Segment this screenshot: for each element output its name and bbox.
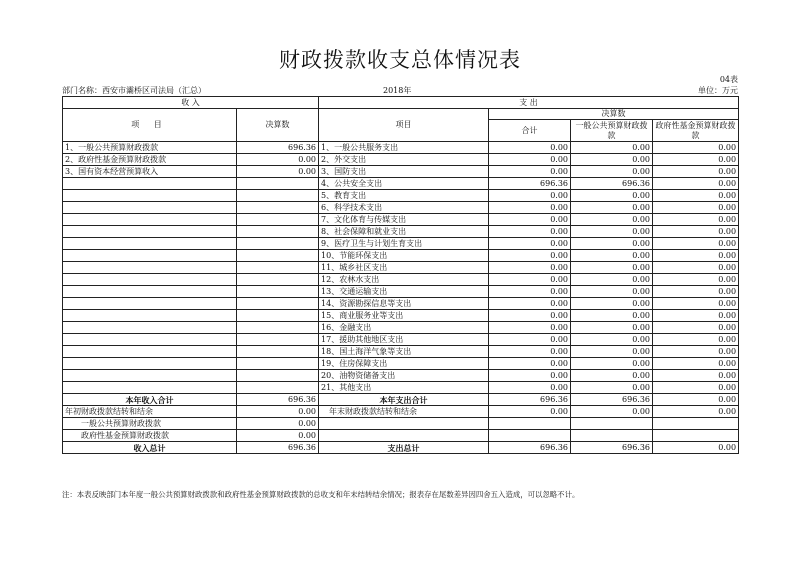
table-number: 04表 — [719, 75, 738, 84]
expense-fund: 0.00 — [653, 226, 739, 238]
income-item — [63, 322, 237, 334]
expense-fund: 0.00 — [653, 214, 739, 226]
expense-item: 15、商业服务业等支出 — [319, 310, 489, 322]
expense-total: 0.00 — [489, 250, 571, 262]
expense-item: 17、援助其他地区支出 — [319, 334, 489, 346]
expense-general: 0.00 — [571, 370, 653, 382]
department-name: 部门名称：西安市灞桥区司法局（汇总） — [62, 86, 206, 95]
income-amount — [237, 370, 319, 382]
income-amount — [237, 310, 319, 322]
expense-fund: 0.00 — [653, 238, 739, 250]
carry-row — [63, 406, 739, 418]
expense-general: 0.00 — [571, 250, 653, 262]
income-amount — [237, 262, 319, 274]
expense-item: 18、国土海洋气象等支出 — [319, 346, 489, 358]
end-label: 年末财政拨款结转和结余 — [319, 406, 489, 418]
carry-fund-row — [63, 430, 739, 442]
income-amount: 0.00 — [237, 154, 319, 166]
expense-general: 0.00 — [571, 322, 653, 334]
expense-fund: 0.00 — [653, 322, 739, 334]
income-amount — [237, 226, 319, 238]
income-amount — [237, 358, 319, 370]
income-amount — [237, 238, 319, 250]
table-row — [63, 286, 739, 298]
income-amount — [237, 250, 319, 262]
table-row — [63, 226, 739, 238]
empty-cell — [319, 418, 489, 430]
expense-general: 0.00 — [571, 166, 653, 178]
expense-item: 12、农林水支出 — [319, 274, 489, 286]
expense-general: 0.00 — [571, 154, 653, 166]
expense-total-fund: 0.00 — [653, 394, 739, 406]
expense-header: 支 出 — [319, 97, 739, 109]
expense-fund: 0.00 — [653, 202, 739, 214]
income-item — [63, 226, 237, 238]
expense-general: 696.36 — [571, 178, 653, 190]
carry-label: 年初财政拨款结转和结余 — [63, 406, 237, 418]
item-right-header: 项目 — [319, 109, 489, 142]
income-amount — [237, 178, 319, 190]
income-amount — [237, 298, 319, 310]
income-item — [63, 286, 237, 298]
expense-item: 9、医疗卫生与计划生育支出 — [319, 238, 489, 250]
expense-item: 4、公共安全支出 — [319, 178, 489, 190]
expense-fund: 0.00 — [653, 358, 739, 370]
unit-label: 单位：万元 — [698, 86, 738, 95]
page-title: 财政拨款收支总体情况表 — [279, 48, 521, 72]
expense-total: 0.00 — [489, 190, 571, 202]
grand-total-row — [63, 442, 739, 454]
grand-expense-total: 696.36 — [489, 442, 571, 454]
grand-expense-general: 696.36 — [571, 442, 653, 454]
income-amount — [237, 322, 319, 334]
footnote: 注：本表反映部门本年度一般公共预算财政拨款和政府性基金预算财政拨款的总收支和年末结转结余情况；报表存在尾数差异因四舍五入造成，可以忽略不计。 — [62, 490, 580, 499]
carry-fund-label: 政府性基金预算财政拨款 — [63, 430, 237, 442]
table-row — [63, 310, 739, 322]
expense-item: 2、外交支出 — [319, 154, 489, 166]
expense-total: 0.00 — [489, 154, 571, 166]
income-item — [63, 262, 237, 274]
income-total-label: 本年收入合计 — [63, 394, 237, 406]
table-row — [63, 334, 739, 346]
carry-general-row — [63, 418, 739, 430]
expense-total: 0.00 — [489, 346, 571, 358]
table-row — [63, 358, 739, 370]
expense-fund: 0.00 — [653, 250, 739, 262]
table-row — [63, 202, 739, 214]
general-budget-header: 一般公共预算财政拨款 — [571, 120, 653, 142]
table-row — [63, 178, 739, 190]
expense-item: 10、节能环保支出 — [319, 250, 489, 262]
expense-item: 1、一般公共服务支出 — [319, 142, 489, 154]
income-item — [63, 202, 237, 214]
expense-total: 0.00 — [489, 370, 571, 382]
income-item — [63, 370, 237, 382]
expense-general: 0.00 — [571, 274, 653, 286]
table-row — [63, 262, 739, 274]
expense-total: 0.00 — [489, 166, 571, 178]
income-amount — [237, 334, 319, 346]
income-item — [63, 382, 237, 394]
carry-general-value: 0.00 — [237, 418, 319, 430]
expense-fund: 0.00 — [653, 178, 739, 190]
report-year: 2018年 — [383, 86, 412, 95]
expense-total: 0.00 — [489, 310, 571, 322]
table-row — [63, 298, 739, 310]
table-row — [63, 166, 739, 178]
expense-fund: 0.00 — [653, 298, 739, 310]
expense-total: 0.00 — [489, 238, 571, 250]
carry-fund-value: 0.00 — [237, 430, 319, 442]
expense-fund: 0.00 — [653, 274, 739, 286]
expense-total: 0.00 — [489, 262, 571, 274]
expense-general: 0.00 — [571, 226, 653, 238]
expense-item: 19、住房保障支出 — [319, 358, 489, 370]
expense-item: 14、资源勘探信息等支出 — [319, 298, 489, 310]
expense-fund: 0.00 — [653, 334, 739, 346]
expense-total: 0.00 — [489, 358, 571, 370]
expense-total: 0.00 — [489, 298, 571, 310]
expense-general: 0.00 — [571, 334, 653, 346]
income-amount — [237, 286, 319, 298]
table-row — [63, 346, 739, 358]
empty-cell — [319, 430, 489, 442]
table-row — [63, 370, 739, 382]
expense-total: 0.00 — [489, 274, 571, 286]
grand-income-label: 收入总计 — [63, 442, 237, 454]
income-amount — [237, 382, 319, 394]
expense-fund: 0.00 — [653, 166, 739, 178]
end-fund: 0.00 — [653, 406, 739, 418]
expense-item: 16、金融支出 — [319, 322, 489, 334]
table-row — [63, 382, 739, 394]
expense-item: 21、其他支出 — [319, 382, 489, 394]
expense-total: 0.00 — [489, 322, 571, 334]
carry-general-label: 一般公共预算财政拨款 — [63, 418, 237, 430]
expense-general: 0.00 — [571, 382, 653, 394]
income-item: 3、国有资本经营预算收入 — [63, 166, 237, 178]
income-amount — [237, 190, 319, 202]
income-amount: 696.36 — [237, 142, 319, 154]
final-header: 决算数 — [489, 109, 739, 120]
carry-value: 0.00 — [237, 406, 319, 418]
end-total: 0.00 — [489, 406, 571, 418]
income-item — [63, 178, 237, 190]
table-row — [63, 322, 739, 334]
expense-fund: 0.00 — [653, 154, 739, 166]
income-header: 收 入 — [63, 97, 319, 109]
income-item — [63, 274, 237, 286]
expense-item: 6、科学技术支出 — [319, 202, 489, 214]
table-row — [63, 214, 739, 226]
expense-total: 0.00 — [489, 382, 571, 394]
expense-item: 11、城乡社区支出 — [319, 262, 489, 274]
expense-fund: 0.00 — [653, 142, 739, 154]
expense-total-general: 696.36 — [571, 394, 653, 406]
expense-item: 8、社会保障和就业支出 — [319, 226, 489, 238]
expense-general: 0.00 — [571, 358, 653, 370]
expense-fund: 0.00 — [653, 346, 739, 358]
empty-cell — [489, 430, 571, 442]
expense-item: 3、国防支出 — [319, 166, 489, 178]
empty-cell — [489, 418, 571, 430]
income-item — [63, 214, 237, 226]
income-amount: 0.00 — [237, 166, 319, 178]
expense-item: 5、教育支出 — [319, 190, 489, 202]
empty-cell — [653, 430, 739, 442]
total-row — [63, 394, 739, 406]
expense-fund: 0.00 — [653, 190, 739, 202]
expense-fund: 0.00 — [653, 310, 739, 322]
total-header: 合计 — [489, 120, 571, 142]
income-item — [63, 250, 237, 262]
empty-cell — [571, 418, 653, 430]
expense-fund: 0.00 — [653, 382, 739, 394]
expense-total: 0.00 — [489, 142, 571, 154]
expense-item: 7、文化体育与传媒支出 — [319, 214, 489, 226]
income-item — [63, 238, 237, 250]
table-row — [63, 154, 739, 166]
item-header: 项 目 — [63, 109, 237, 142]
expense-item: 13、交通运输支出 — [319, 286, 489, 298]
expense-fund: 0.00 — [653, 370, 739, 382]
expense-item: 20、油物资储备支出 — [319, 370, 489, 382]
income-item — [63, 358, 237, 370]
expense-general: 0.00 — [571, 142, 653, 154]
expense-general: 0.00 — [571, 238, 653, 250]
table-row — [63, 190, 739, 202]
income-item — [63, 346, 237, 358]
empty-cell — [571, 430, 653, 442]
expense-total: 696.36 — [489, 178, 571, 190]
grand-expense-label: 支出总计 — [319, 442, 489, 454]
empty-cell — [653, 418, 739, 430]
income-item — [63, 298, 237, 310]
income-amount — [237, 274, 319, 286]
fund-budget-header: 政府性基金预算财政拨款 — [653, 120, 739, 142]
expense-total-label: 本年支出合计 — [319, 394, 489, 406]
expense-total: 0.00 — [489, 202, 571, 214]
expense-total: 0.00 — [489, 286, 571, 298]
expense-general: 0.00 — [571, 298, 653, 310]
income-amount — [237, 202, 319, 214]
expense-general: 0.00 — [571, 346, 653, 358]
end-general: 0.00 — [571, 406, 653, 418]
expense-total: 0.00 — [489, 334, 571, 346]
expense-general: 0.00 — [571, 286, 653, 298]
table-row — [63, 274, 739, 286]
grand-expense-fund: 0.00 — [653, 442, 739, 454]
expense-total: 0.00 — [489, 214, 571, 226]
expense-total-sum: 696.36 — [489, 394, 571, 406]
expense-general: 0.00 — [571, 310, 653, 322]
income-total-value: 696.36 — [237, 394, 319, 406]
income-amount — [237, 346, 319, 358]
expense-general: 0.00 — [571, 202, 653, 214]
expense-general: 0.00 — [571, 262, 653, 274]
table-row — [63, 142, 739, 154]
income-item: 2、政府性基金预算财政拨款 — [63, 154, 237, 166]
expense-total: 0.00 — [489, 226, 571, 238]
income-item — [63, 310, 237, 322]
income-item — [63, 334, 237, 346]
income-item — [63, 190, 237, 202]
expense-fund: 0.00 — [653, 262, 739, 274]
income-amount — [237, 214, 319, 226]
expense-general: 0.00 — [571, 190, 653, 202]
grand-income-value: 696.36 — [237, 442, 319, 454]
table-row — [63, 250, 739, 262]
expense-fund: 0.00 — [653, 286, 739, 298]
expense-general: 0.00 — [571, 214, 653, 226]
table-row — [63, 238, 739, 250]
income-item: 1、一般公共预算财政拨款 — [63, 142, 237, 154]
amount-header: 决算数 — [237, 109, 319, 142]
finance-table — [62, 96, 739, 454]
